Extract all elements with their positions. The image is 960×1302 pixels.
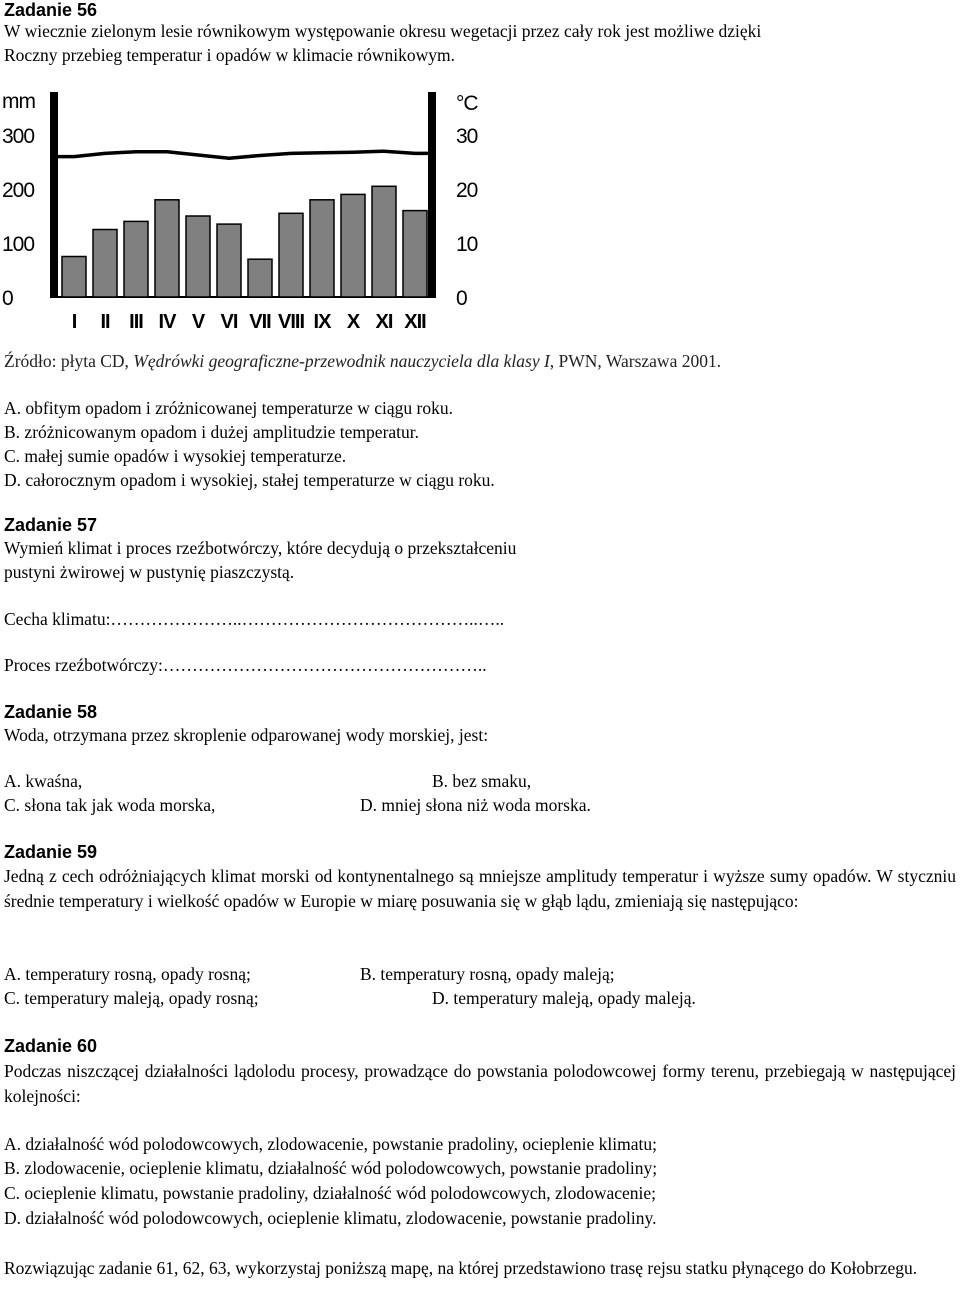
z58-heading: Zadanie 58 — [4, 702, 98, 722]
z56-option-a: A. obfitym opadom i zróżnicowanej temperaturze w ciągu roku. — [4, 398, 454, 418]
month-label: VIII — [277, 311, 305, 333]
temperature-line — [58, 151, 431, 158]
month-label: XI — [375, 311, 393, 333]
chart-source: Źródło: płyta CD, Wędrówki geograficzne-przewodnik nauczyciela dla klasy I, PWN, Warszawa 2001. — [4, 351, 722, 371]
z59-option-b: B. temperatury rosną, opady maleją; — [360, 964, 615, 984]
z59-text: Jedną z cech odróżniających klimat morski od kontynentalnego są mniejsze amplitudy temperatur i wyższe sumy opadów. W styczniu średnie temperatury i wielkość opadów w Europie w miarę posuwania się w głąb lądu, zmieniają się następująco: — [4, 866, 956, 911]
precip-bar — [341, 194, 365, 297]
climate-chart — [0, 80, 520, 340]
precip-bar — [62, 257, 86, 298]
z58-question: Woda, otrzymana przez skroplenie odparowanej wody morskiej, jest: — [4, 725, 489, 745]
month-label: VI — [220, 311, 238, 333]
z60-option-c: C. ocieplenie klimatu, powstanie pradoliny, działalność wód polodowcowych, zlodowacenie; — [4, 1183, 657, 1203]
left-tick-label: 0 — [2, 287, 13, 310]
right-axis-unit: °C — [456, 92, 478, 115]
left-tick-label: 200 — [2, 179, 35, 202]
z56-option-c: C. małej sumie opadów i wysokiej temperaturze. — [4, 446, 347, 466]
z59-option-d: D. temperatury maleją, opady maleją. — [432, 988, 696, 1008]
precip-bar — [186, 216, 210, 297]
month-label: V — [191, 311, 205, 333]
z56-option-b: B. zróżnicowanym opadom i dużej amplitudzie temperatur. — [4, 422, 420, 442]
right-tick-label: 0 — [456, 287, 467, 310]
z60-heading: Zadanie 60 — [4, 1036, 98, 1056]
month-label: IV — [158, 311, 176, 333]
z56-line1: W wiecznie zielonym lesie równikowym występowanie okresu wegetacji przez cały rok jest możliwe dzięki — [4, 21, 762, 41]
z56-line2: Roczny przebieg temperatur i opadów w klimacie równikowym. — [4, 45, 455, 65]
month-label: II — [100, 311, 110, 333]
month-label: III — [129, 311, 143, 333]
precip-bar — [217, 224, 241, 297]
left-axis-unit: mm — [2, 90, 35, 113]
precip-bar — [124, 221, 148, 297]
precip-bar — [279, 213, 303, 297]
left-axis-bar — [50, 92, 58, 298]
right-tick-label: 30 — [456, 125, 478, 148]
z56-heading: Zadanie 56 — [4, 0, 98, 20]
z60-text: Podczas niszczącej działalności lądolodu procesy, prowadzące do powstania polodowcowej formy terenu, przebiegają w następującej kolejności: — [4, 1061, 956, 1106]
z58-option-a: A. kwaśna, — [4, 771, 83, 791]
z58-option-d: D. mniej słona niż woda morska. — [360, 795, 591, 815]
z60-option-b: B. zlodowacenie, ocieplenie klimatu, działalność wód polodowcowych, powstanie pradoliny; — [4, 1158, 658, 1178]
precip-bar — [372, 186, 396, 297]
z60-option-a: A. działalność wód polodowcowych, zlodowacenie, powstanie pradoliny, ocieplenie klimatu; — [4, 1134, 657, 1154]
precip-bar — [403, 211, 427, 297]
month-label: I — [71, 311, 77, 333]
right-tick-label: 10 — [456, 233, 478, 256]
z57-line1: Wymień klimat i proces rzeźbotwórczy, które decydują o przekształceniu — [4, 538, 517, 558]
month-label: XII — [404, 311, 426, 333]
precip-bar — [155, 200, 179, 297]
month-label: X — [346, 311, 360, 333]
month-label: IX — [313, 311, 331, 333]
z58-option-c: C. słona tak jak woda morska, — [4, 795, 216, 815]
z59-option-a: A. temperatury rosną, opady rosną; — [4, 964, 251, 984]
right-axis-bar — [428, 92, 436, 298]
precip-bar — [93, 230, 117, 298]
z57-field-climate[interactable]: Cecha klimatu:…………………..…………………………………..….. — [4, 609, 505, 629]
precip-bar — [310, 200, 334, 297]
left-tick-label: 300 — [2, 125, 35, 148]
z57-line2: pustyni żwirowej w pustynię piaszczystą. — [4, 562, 295, 582]
left-tick-label: 100 — [2, 233, 35, 256]
month-label: VII — [249, 311, 271, 333]
z59-heading: Zadanie 59 — [4, 842, 98, 862]
z60-option-d: D. działalność wód polodowcowych, ocieplenie klimatu, zlodowacenie, powstanie pradoliny. — [4, 1208, 657, 1228]
precip-bar — [248, 259, 272, 297]
right-tick-label: 20 — [456, 179, 478, 202]
z57-heading: Zadanie 57 — [4, 515, 98, 535]
z56-option-d: D. całorocznym opadom i wysokiej, stałej temperaturze w ciągu roku. — [4, 470, 495, 490]
z59-option-c: C. temperatury maleją, opady rosną; — [4, 988, 259, 1008]
footer-text: Rozwiązując zadanie 61, 62, 63, wykorzystaj poniższą mapę, na której przedstawiono trasę rejsu statku płynącego do Kołobrzegu. — [4, 1258, 918, 1278]
z57-field-process[interactable]: Proces rzeźbotwórczy:……………………………………………….. — [4, 655, 487, 675]
z58-option-b: B. bez smaku, — [432, 771, 532, 791]
